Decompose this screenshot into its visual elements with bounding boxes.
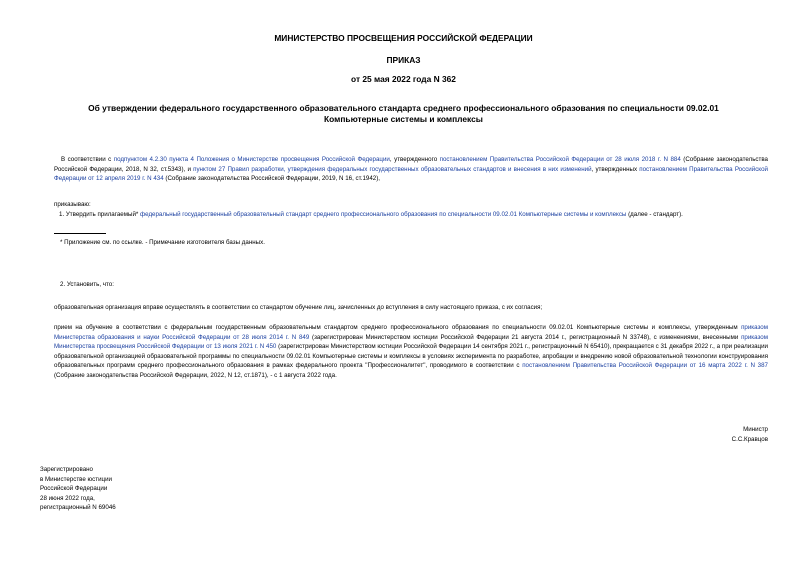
preamble-text-3: (Собрание законодательства Российской Федерации, 2018, N 32, ст.5343), и (54, 156, 768, 173)
link-standard[interactable]: федеральный государственный образовательный стандарт среднего профессионального образования по специальности 09.02.01 Компьютерные системы и комплексы (140, 211, 627, 218)
clause-1-text-2: (далее - стандарт). (626, 211, 683, 218)
link-government-decree-884[interactable]: постановлением Правительства Российской Федерации от 28 июля 2018 г. N 884 (439, 156, 681, 163)
signature-block (600, 425, 768, 444)
preamble-text-1: В соответствии с (61, 156, 114, 163)
registration-line-3: Российской Федерации (40, 485, 108, 492)
clause-2-item-2-text-2: (зарегистрирован Министерством юстиции Российской Федерации 21 августа 2014 г., регистрационный N 33748), с изменениями, внесенными (309, 333, 742, 341)
clause-2-item-2-text-3: (зарегистрирован Министерством юстиции Российской Федерации 14 сентября 2021 г., регистрационный N 65410), прекращается с 31 декабря 2022 г., а при реализации образовательной организацией образовательной программы по специальности 09.02.01 Компьютерные системы и комплексы в условиях эксперимента по разработке, апробации и внедрению новой образовательной технологии конструирования образовательных программ среднего профессионального образования в рамках федерального проекта "Профессионалитет", проводимого в соответствии с (54, 343, 768, 369)
registration-line-1: Зарегистрировано (40, 466, 93, 473)
title-line-2: Компьютерные системы и комплексы (324, 114, 483, 124)
registration-block (40, 465, 240, 513)
title-line-1: Об утверждении федерального государственного образовательного стандарта среднего профессионального образования по специальности 09.02.01 (88, 103, 719, 113)
registration-line-5: регистрационный N 69046 (40, 504, 116, 511)
link-government-decree-434[interactable]: постановлением Правительства Российской Федерации от 12 апреля 2019 г. N 434 (54, 165, 768, 182)
ministry-heading: МИНИСТЕРСТВО ПРОСВЕЩЕНИЯ РОССИЙСКОЙ ФЕДЕРАЦИИ (274, 33, 533, 43)
link-government-decree-387[interactable]: постановлением Правительства Российской Федерации от 16 марта 2022 г. N 387 (522, 362, 768, 369)
footnote: * Приложение см. по ссылке. - Примечание изготовителя базы данных. (60, 239, 265, 246)
registration-line-4: 28 июня 2022 года, (40, 494, 95, 502)
clause-1 (54, 210, 768, 220)
clause-2-item-2-text-4: (Собрание законодательства Российской Федерации, 2022, N 12, ст.1871), - с 1 августа 2022 года. (54, 371, 337, 379)
link-order-849[interactable]: приказом Министерства образования и науки Российской Федерации от 28 июля 2014 г. N 849 (54, 324, 768, 341)
clause-1-text-1: 1. Утвердить прилагаемый* (59, 211, 141, 218)
clause-2-item-2-text-1: прием на обучение в соответствии с федеральным государственным образовательным стандартом среднего профессионального образования по специальности 09.02.01 Компьютерные системы и комплексы, утвержденным (54, 324, 742, 331)
clause-2: 2. Установить, что: (60, 281, 114, 288)
preamble-text-5: (Собрание законодательства Российской Федерации, 2019, N 16, ст.1942), (163, 175, 381, 182)
signature-name: С.С.Кравцов (731, 435, 768, 443)
footnote-separator (54, 233, 106, 234)
signature-position: Министр (743, 426, 768, 433)
link-rules-clause-27[interactable]: пунктом 27 Правил разработки, утверждения федеральных государственных образовательных стандартов и внесения в них изменений (193, 165, 592, 173)
order-word: приказываю: (54, 201, 91, 208)
link-order-450[interactable]: приказом Министерства просвещения Российской Федерации от 13 июля 2021 г. N 450 (54, 333, 768, 350)
preamble-paragraph (54, 155, 768, 184)
clause-2-item-1: образовательная организация вправе осуществлять в соответствии со стандартом обучение лиц, зачисленных до вступления в силу настоящего приказа, с их согласия; (54, 304, 543, 311)
document-date: от 25 мая 2022 года N 362 (351, 74, 456, 84)
clause-2-item-2 (54, 323, 768, 380)
registration-line-2: в Министерстве юстиции (40, 475, 113, 483)
document-title (0, 103, 807, 125)
link-regulation-clause[interactable]: подпунктом 4.2.30 пункта 4 Положения о Министерстве просвещения Российской Федерации (113, 156, 390, 163)
preamble-text-2: , утвержденного (389, 156, 440, 163)
document-type: ПРИКАЗ (386, 55, 421, 65)
preamble-text-4: , утвержденных (591, 165, 640, 173)
